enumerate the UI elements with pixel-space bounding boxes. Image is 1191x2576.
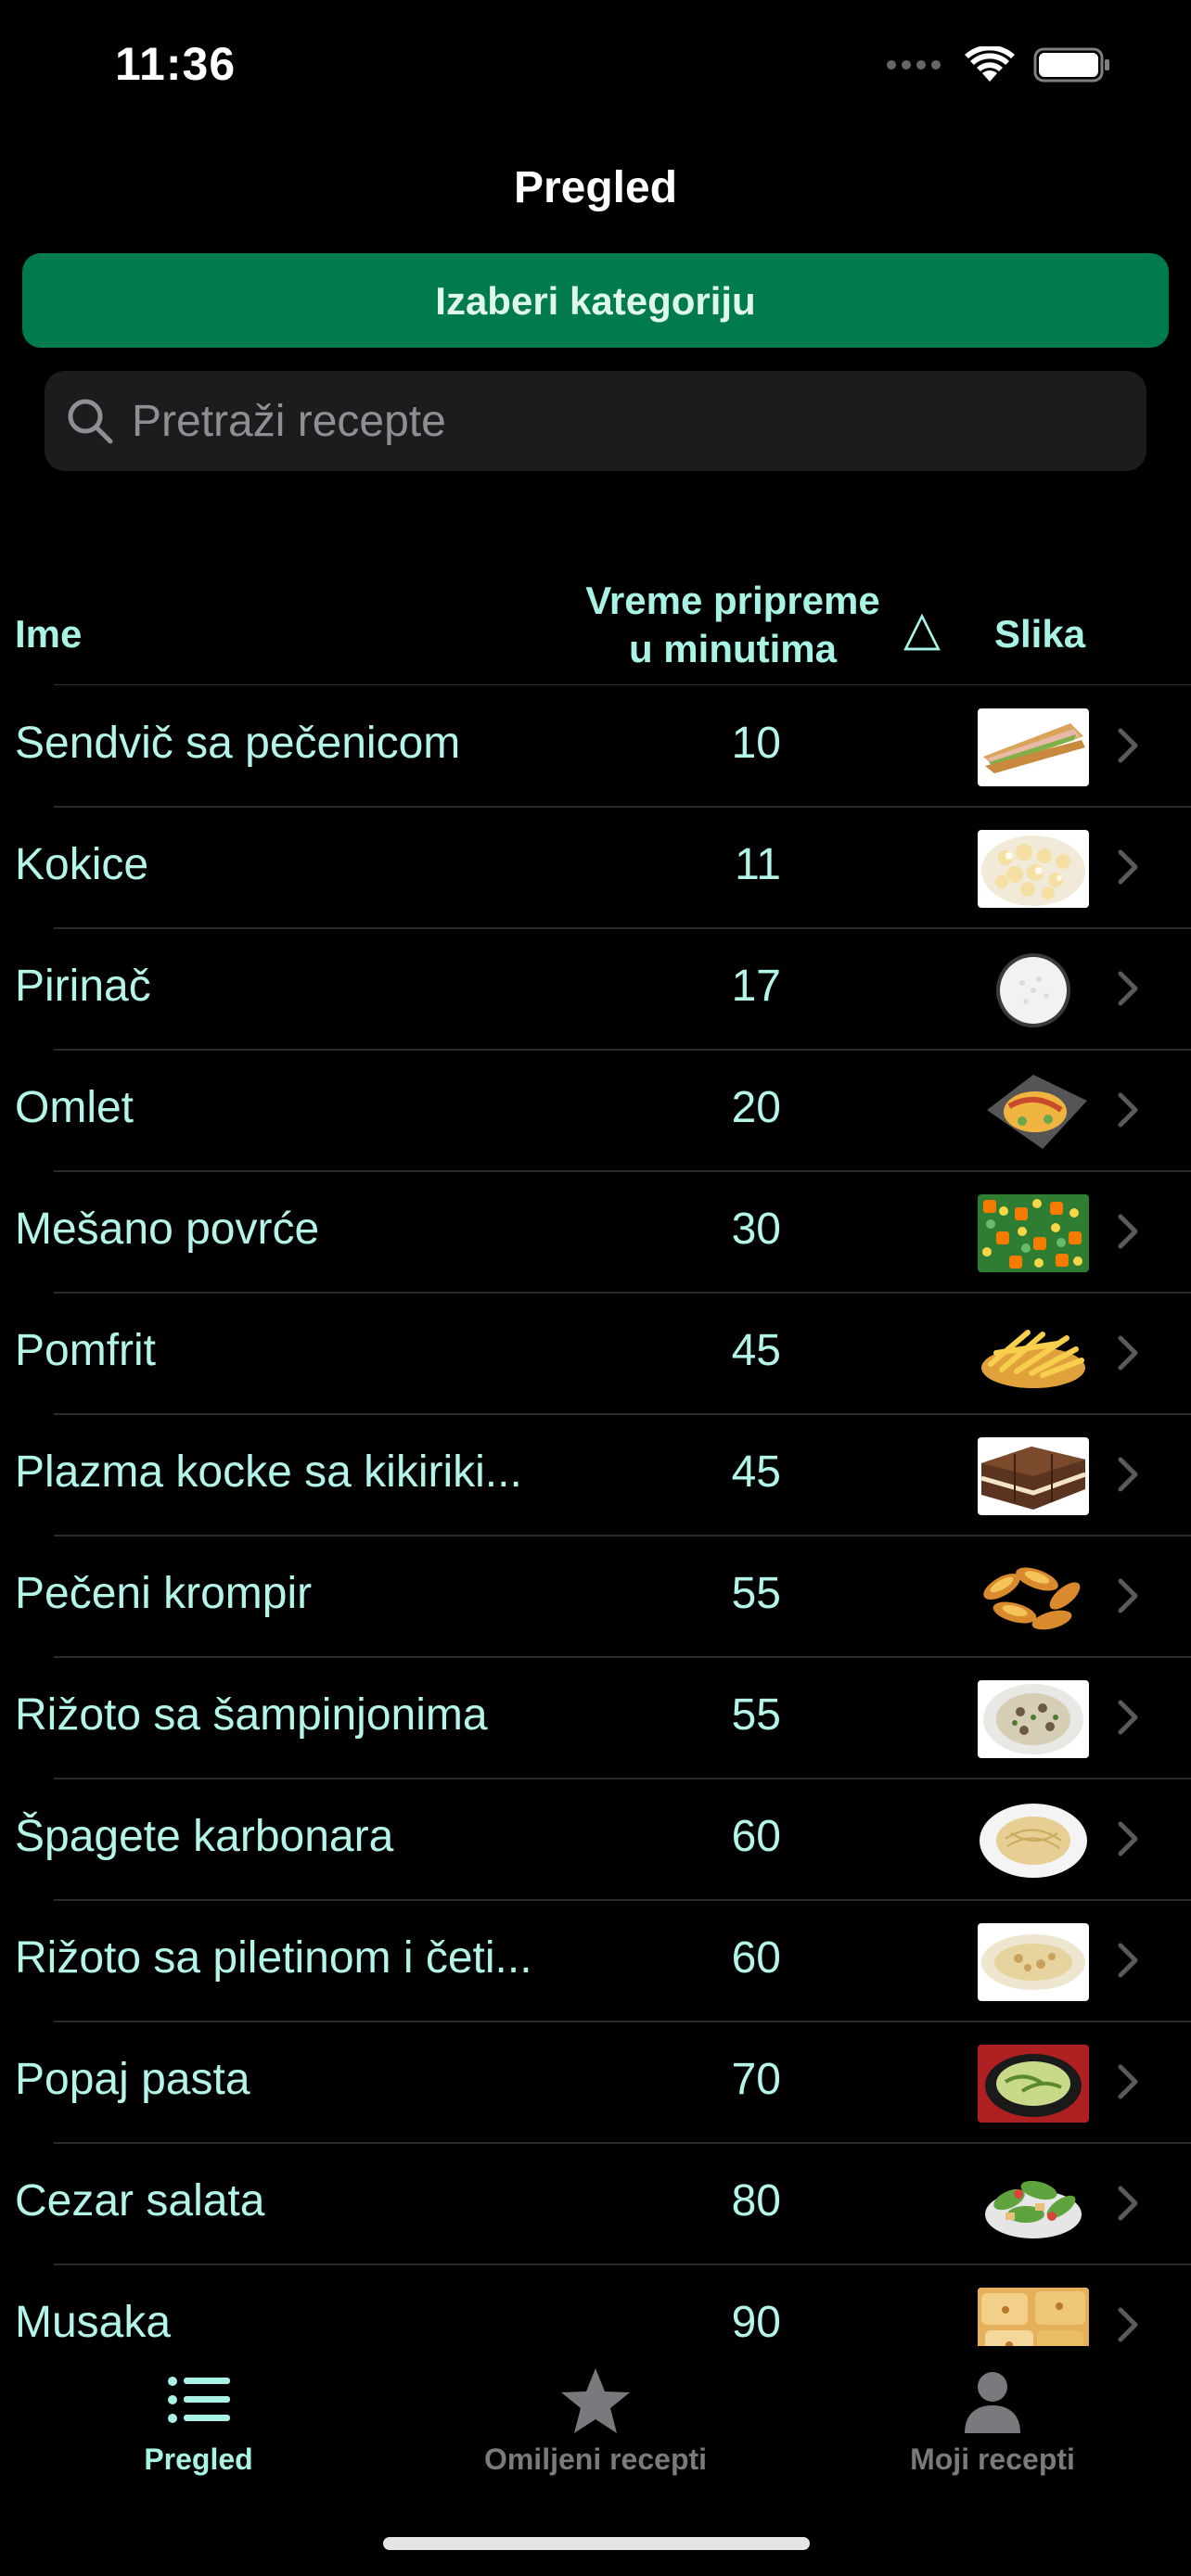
recipe-name: Mešano povrće <box>15 1205 320 1254</box>
table-row[interactable] <box>15 2265 1191 2346</box>
rice-image <box>978 951 1089 1029</box>
chevron-right-icon <box>1115 1211 1143 1252</box>
table-row[interactable] <box>15 1901 1191 2022</box>
prep-time: 11 <box>735 840 781 889</box>
prep-time: 20 <box>731 1083 781 1132</box>
table-row[interactable] <box>15 808 1191 929</box>
mixed-vegetables-image <box>978 1194 1089 1272</box>
table-row[interactable] <box>15 1051 1191 1172</box>
caesar-salad-image <box>978 2166 1089 2244</box>
spinach-pasta-image <box>978 2045 1089 2123</box>
list-icon <box>161 2365 236 2439</box>
person-icon <box>955 2365 1030 2439</box>
chevron-right-icon <box>1115 2304 1143 2345</box>
recipe-name: Špagete karbonara <box>15 1812 394 1861</box>
prep-time: 45 <box>731 1326 781 1375</box>
chevron-right-icon <box>1115 1454 1143 1495</box>
home-indicator[interactable] <box>383 2537 810 2550</box>
baked-potatoes-image <box>978 1559 1089 1637</box>
recipe-name: Pomfrit <box>15 1326 157 1375</box>
recipe-name: Cezar salata <box>15 2176 265 2225</box>
battery-icon <box>1033 46 1111 83</box>
tab-label-pregled: Pregled <box>144 2442 253 2476</box>
table-row[interactable] <box>15 1779 1191 1901</box>
chevron-right-icon <box>1115 725 1143 766</box>
column-header-time-line1: Vreme pripreme <box>585 579 880 622</box>
table-header <box>0 566 1191 686</box>
recipe-name: Musaka <box>15 2298 172 2346</box>
table-row[interactable] <box>15 2144 1191 2265</box>
table-row[interactable] <box>15 2022 1191 2144</box>
recipe-list[interactable] <box>0 686 1191 2346</box>
prep-time: 17 <box>731 962 781 1011</box>
prep-time: 90 <box>731 2298 781 2346</box>
chevron-right-icon <box>1115 1575 1143 1616</box>
recipe-name: Rižoto sa piletinom i četi... <box>15 1933 532 1983</box>
prep-time: 60 <box>731 1812 781 1861</box>
french-fries-image <box>978 1316 1089 1394</box>
table-row[interactable] <box>15 929 1191 1051</box>
mushroom-risotto-image <box>978 1680 1089 1758</box>
cake-cubes-image <box>978 1437 1089 1515</box>
chevron-right-icon <box>1115 847 1143 887</box>
recipe-name: Sendvič sa pečenicom <box>15 719 461 768</box>
prep-time: 45 <box>731 1447 781 1497</box>
search-field[interactable] <box>45 371 1146 471</box>
search-icon <box>63 394 117 448</box>
sandwich-image <box>978 708 1089 786</box>
table-row[interactable] <box>15 1415 1191 1537</box>
prep-time: 70 <box>731 2055 781 2104</box>
recipe-name: Pečeni krompir <box>15 1569 313 1618</box>
recipe-name: Rižoto sa šampinjonima <box>15 1690 488 1740</box>
column-header-time-line2: u minutima <box>628 627 837 670</box>
chevron-right-icon <box>1115 2183 1143 2224</box>
chevron-right-icon <box>1115 1697 1143 1738</box>
recipe-name: Pirinač <box>15 962 151 1011</box>
table-row[interactable] <box>15 1172 1191 1294</box>
chevron-right-icon <box>1115 1333 1143 1373</box>
tab-pregled[interactable] <box>0 2346 397 2504</box>
header-divider <box>54 684 1191 685</box>
column-header-name[interactable]: Ime <box>15 612 83 656</box>
recipe-name: Kokice <box>15 840 149 889</box>
table-row[interactable] <box>15 1294 1191 1415</box>
status-icons <box>887 46 1111 83</box>
table-row[interactable] <box>15 1658 1191 1779</box>
chevron-right-icon <box>1115 1940 1143 1981</box>
star-icon <box>558 2365 633 2439</box>
prep-time: 60 <box>731 1933 781 1983</box>
sort-ascending-icon[interactable]: △ <box>903 602 941 656</box>
cellular-signal-icon <box>887 60 941 70</box>
prep-time: 55 <box>731 1569 781 1618</box>
chicken-risotto-image <box>978 1923 1089 2001</box>
prep-time: 55 <box>731 1690 781 1740</box>
wifi-icon <box>965 46 1015 83</box>
status-time: 11:36 <box>115 38 237 90</box>
choose-category-button[interactable]: Izaberi kategoriju <box>22 253 1169 348</box>
chevron-right-icon <box>1115 2061 1143 2102</box>
tab-label-moji-recepti: Moji recepti <box>910 2442 1075 2476</box>
tab-omiljeni-recepti[interactable] <box>397 2346 794 2504</box>
moussaka-image <box>978 2288 1089 2346</box>
search-input[interactable] <box>130 395 1146 448</box>
column-header-image: Slika <box>994 612 1086 656</box>
page-title: Pregled <box>513 163 678 212</box>
table-row[interactable] <box>15 686 1191 808</box>
popcorn-image <box>978 830 1089 908</box>
recipe-name: Popaj pasta <box>15 2055 250 2104</box>
column-header-time[interactable] <box>538 577 928 673</box>
prep-time: 80 <box>731 2176 781 2225</box>
prep-time: 10 <box>731 719 781 768</box>
status-bar <box>0 0 1191 139</box>
spaghetti-carbonara-image <box>978 1802 1089 1880</box>
chevron-right-icon <box>1115 1090 1143 1130</box>
tab-moji-recepti[interactable] <box>794 2346 1191 2504</box>
omelette-image <box>978 1073 1089 1151</box>
table-row[interactable] <box>15 1537 1191 1658</box>
recipe-name: Omlet <box>15 1083 134 1132</box>
recipe-name: Plazma kocke sa kikiriki... <box>15 1447 522 1497</box>
chevron-right-icon <box>1115 1818 1143 1859</box>
tab-label-omiljeni-recepti: Omiljeni recepti <box>483 2442 708 2476</box>
chevron-right-icon <box>1115 968 1143 1009</box>
prep-time: 30 <box>731 1205 781 1254</box>
